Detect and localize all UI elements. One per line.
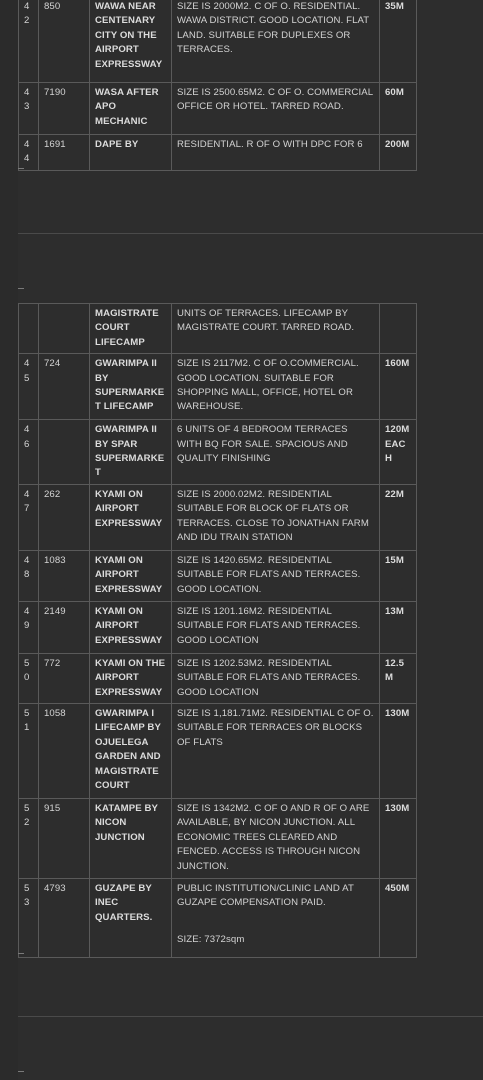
description: SIZE IS 1,181.71M2. RESIDENTIAL C OF O. SUITABLE FOR TERRACES OR BLOCKS OF FLATS [172, 704, 380, 799]
plot-number: 4793 [39, 879, 90, 958]
serial-number: 51 [19, 704, 39, 799]
page-corner-mark [18, 160, 24, 169]
price: 200M [380, 135, 417, 171]
plot-number [39, 420, 90, 485]
plot-number: 1691 [39, 135, 90, 171]
price [380, 304, 417, 354]
description: SIZE IS 1201.16M2. RESIDENTIAL SUITABLE FOR FLATS AND TERRACES. GOOD LOCATION [172, 601, 380, 653]
location: MAGISTRATE COURT LIFECAMP [90, 304, 172, 354]
description: RESIDENTIAL. R OF O WITH DPC FOR 6 [172, 135, 380, 171]
location: WASA AFTER APO MECHANIC [90, 83, 172, 135]
plot-number: 262 [39, 484, 90, 550]
location: GWARIMPA I LIFECAMP BY OJUELEGA GARDEN AND MAGISTRATE COURT [90, 704, 172, 799]
serial-number: 42 [19, 0, 39, 83]
serial-number: 52 [19, 799, 39, 879]
price: 120M EACH [380, 420, 417, 485]
serial-number: 47 [19, 484, 39, 550]
plot-number: 1083 [39, 550, 90, 601]
description: SIZE IS 2000M2. C OF O. RESIDENTIAL. WAWA DISTRICT. GOOD LOCATION. FLAT LAND. SUITABLE FOR DUPLEXES OR TERRACES. [172, 0, 380, 83]
description: SIZE IS 2000.02M2. RESIDENTIAL SUITABLE FOR BLOCK OF FLATS OR TERRACES. CLOSE TO JONATHAN FARM AND IDU TRAIN STATION [172, 484, 380, 550]
location: KYAMI ON THE AIRPORT EXPRESSWAY [90, 653, 172, 703]
serial-number: 49 [19, 601, 39, 653]
plot-number: 7190 [39, 83, 90, 135]
price: 35M [380, 0, 417, 83]
serial-number: 50 [19, 653, 39, 703]
price: 160M [380, 354, 417, 420]
price: 15M [380, 550, 417, 601]
location: DAPE BY [90, 135, 172, 171]
serial-number: 44 [19, 135, 39, 171]
plot-number: 1058 [39, 704, 90, 799]
location: KYAMI ON AIRPORT EXPRESSWAY [90, 550, 172, 601]
serial-number: 53 [19, 879, 39, 958]
price: 12.5M [380, 653, 417, 703]
table-row [19, 135, 417, 171]
description: SIZE IS 2117M2. C OF O.COMMERCIAL. GOOD LOCATION. SUITABLE FOR SHOPPING MALL, OFFICE, HOTEL OR WAREHOUSE. [172, 354, 380, 420]
description: UNITS OF TERRACES. LIFECAMP BY MAGISTRATE COURT. TARRED ROAD. [172, 304, 380, 354]
description: SIZE IS 1202.53M2. RESIDENTIAL SUITABLE FOR FLATS AND TERRACES. GOOD LOCATION [172, 653, 380, 703]
table-row [19, 653, 417, 703]
location: KYAMI ON AIRPORT EXPRESSWAY [90, 484, 172, 550]
plot-number: 850 [39, 0, 90, 83]
document-page-1 [18, 0, 483, 233]
description: SIZE IS 1342M2. C OF O AND R OF O ARE AVAILABLE, BY NICON JUNCTION. ALL ECONOMIC TREES CLEARED AND FENCED. ACCESS IS THROUGH NICON JUNCTION. [172, 799, 380, 879]
serial-number: 48 [19, 550, 39, 601]
price: 22M [380, 484, 417, 550]
listing-table-page-2 [18, 303, 417, 958]
description [172, 879, 380, 958]
plot-number: 724 [39, 354, 90, 420]
table-row [19, 601, 417, 653]
location: WAWA NEAR CENTENARY CITY ON THE AIRPORT EXPRESSWAY [90, 0, 172, 83]
page-corner-mark [18, 945, 24, 954]
serial-number: 45 [19, 354, 39, 420]
serial-number: 46 [19, 420, 39, 485]
page-corner-mark [18, 1071, 24, 1080]
table-row [19, 0, 417, 83]
location: GUZAPE BY INEC QUARTERS. [90, 879, 172, 958]
table-row [19, 354, 417, 420]
table-row [19, 484, 417, 550]
price: 13M [380, 601, 417, 653]
location: KATAMPE BY NICON JUNCTION [90, 799, 172, 879]
table-row [19, 83, 417, 135]
table-row [19, 799, 417, 879]
serial-number: 43 [19, 83, 39, 135]
price: 450M [380, 879, 417, 958]
document-page-2 [18, 234, 483, 1016]
document-page-3 [18, 1017, 483, 1080]
location: GWARIMPA II BY SPAR SUPERMARKET [90, 420, 172, 485]
table-row [19, 304, 417, 354]
table-row [19, 550, 417, 601]
listing-table-page-1 [18, 0, 417, 171]
description: SIZE IS 2500.65M2. C OF O. COMMERCIAL OFFICE OR HOTEL. TARRED ROAD. [172, 83, 380, 135]
table-row [19, 879, 417, 958]
plot-number [39, 304, 90, 354]
page-corner-mark [18, 288, 24, 297]
location: KYAMI ON AIRPORT EXPRESSWAY [90, 601, 172, 653]
table-row [19, 420, 417, 485]
price: 130M [380, 799, 417, 879]
description-text: PUBLIC INSTITUTION/CLINIC LAND AT GUZAPE COMPENSATION PAID. [177, 883, 354, 909]
plot-number: 772 [39, 653, 90, 703]
table-row [19, 704, 417, 799]
size-note: SIZE: 7372sqm [177, 933, 245, 945]
price: 130M [380, 704, 417, 799]
description: SIZE IS 1420.65M2. RESIDENTIAL SUITABLE FOR FLATS AND TERRACES. GOOD LOCATION. [172, 550, 380, 601]
plot-number: 2149 [39, 601, 90, 653]
price: 60M [380, 83, 417, 135]
serial-number [19, 304, 39, 354]
location: GWARIMPA II BY SUPERMARKET LIFECAMP [90, 354, 172, 420]
description: 6 UNITS OF 4 BEDROOM TERRACES WITH BQ FOR SALE. SPACIOUS AND QUALITY FINISHING [172, 420, 380, 485]
plot-number: 915 [39, 799, 90, 879]
